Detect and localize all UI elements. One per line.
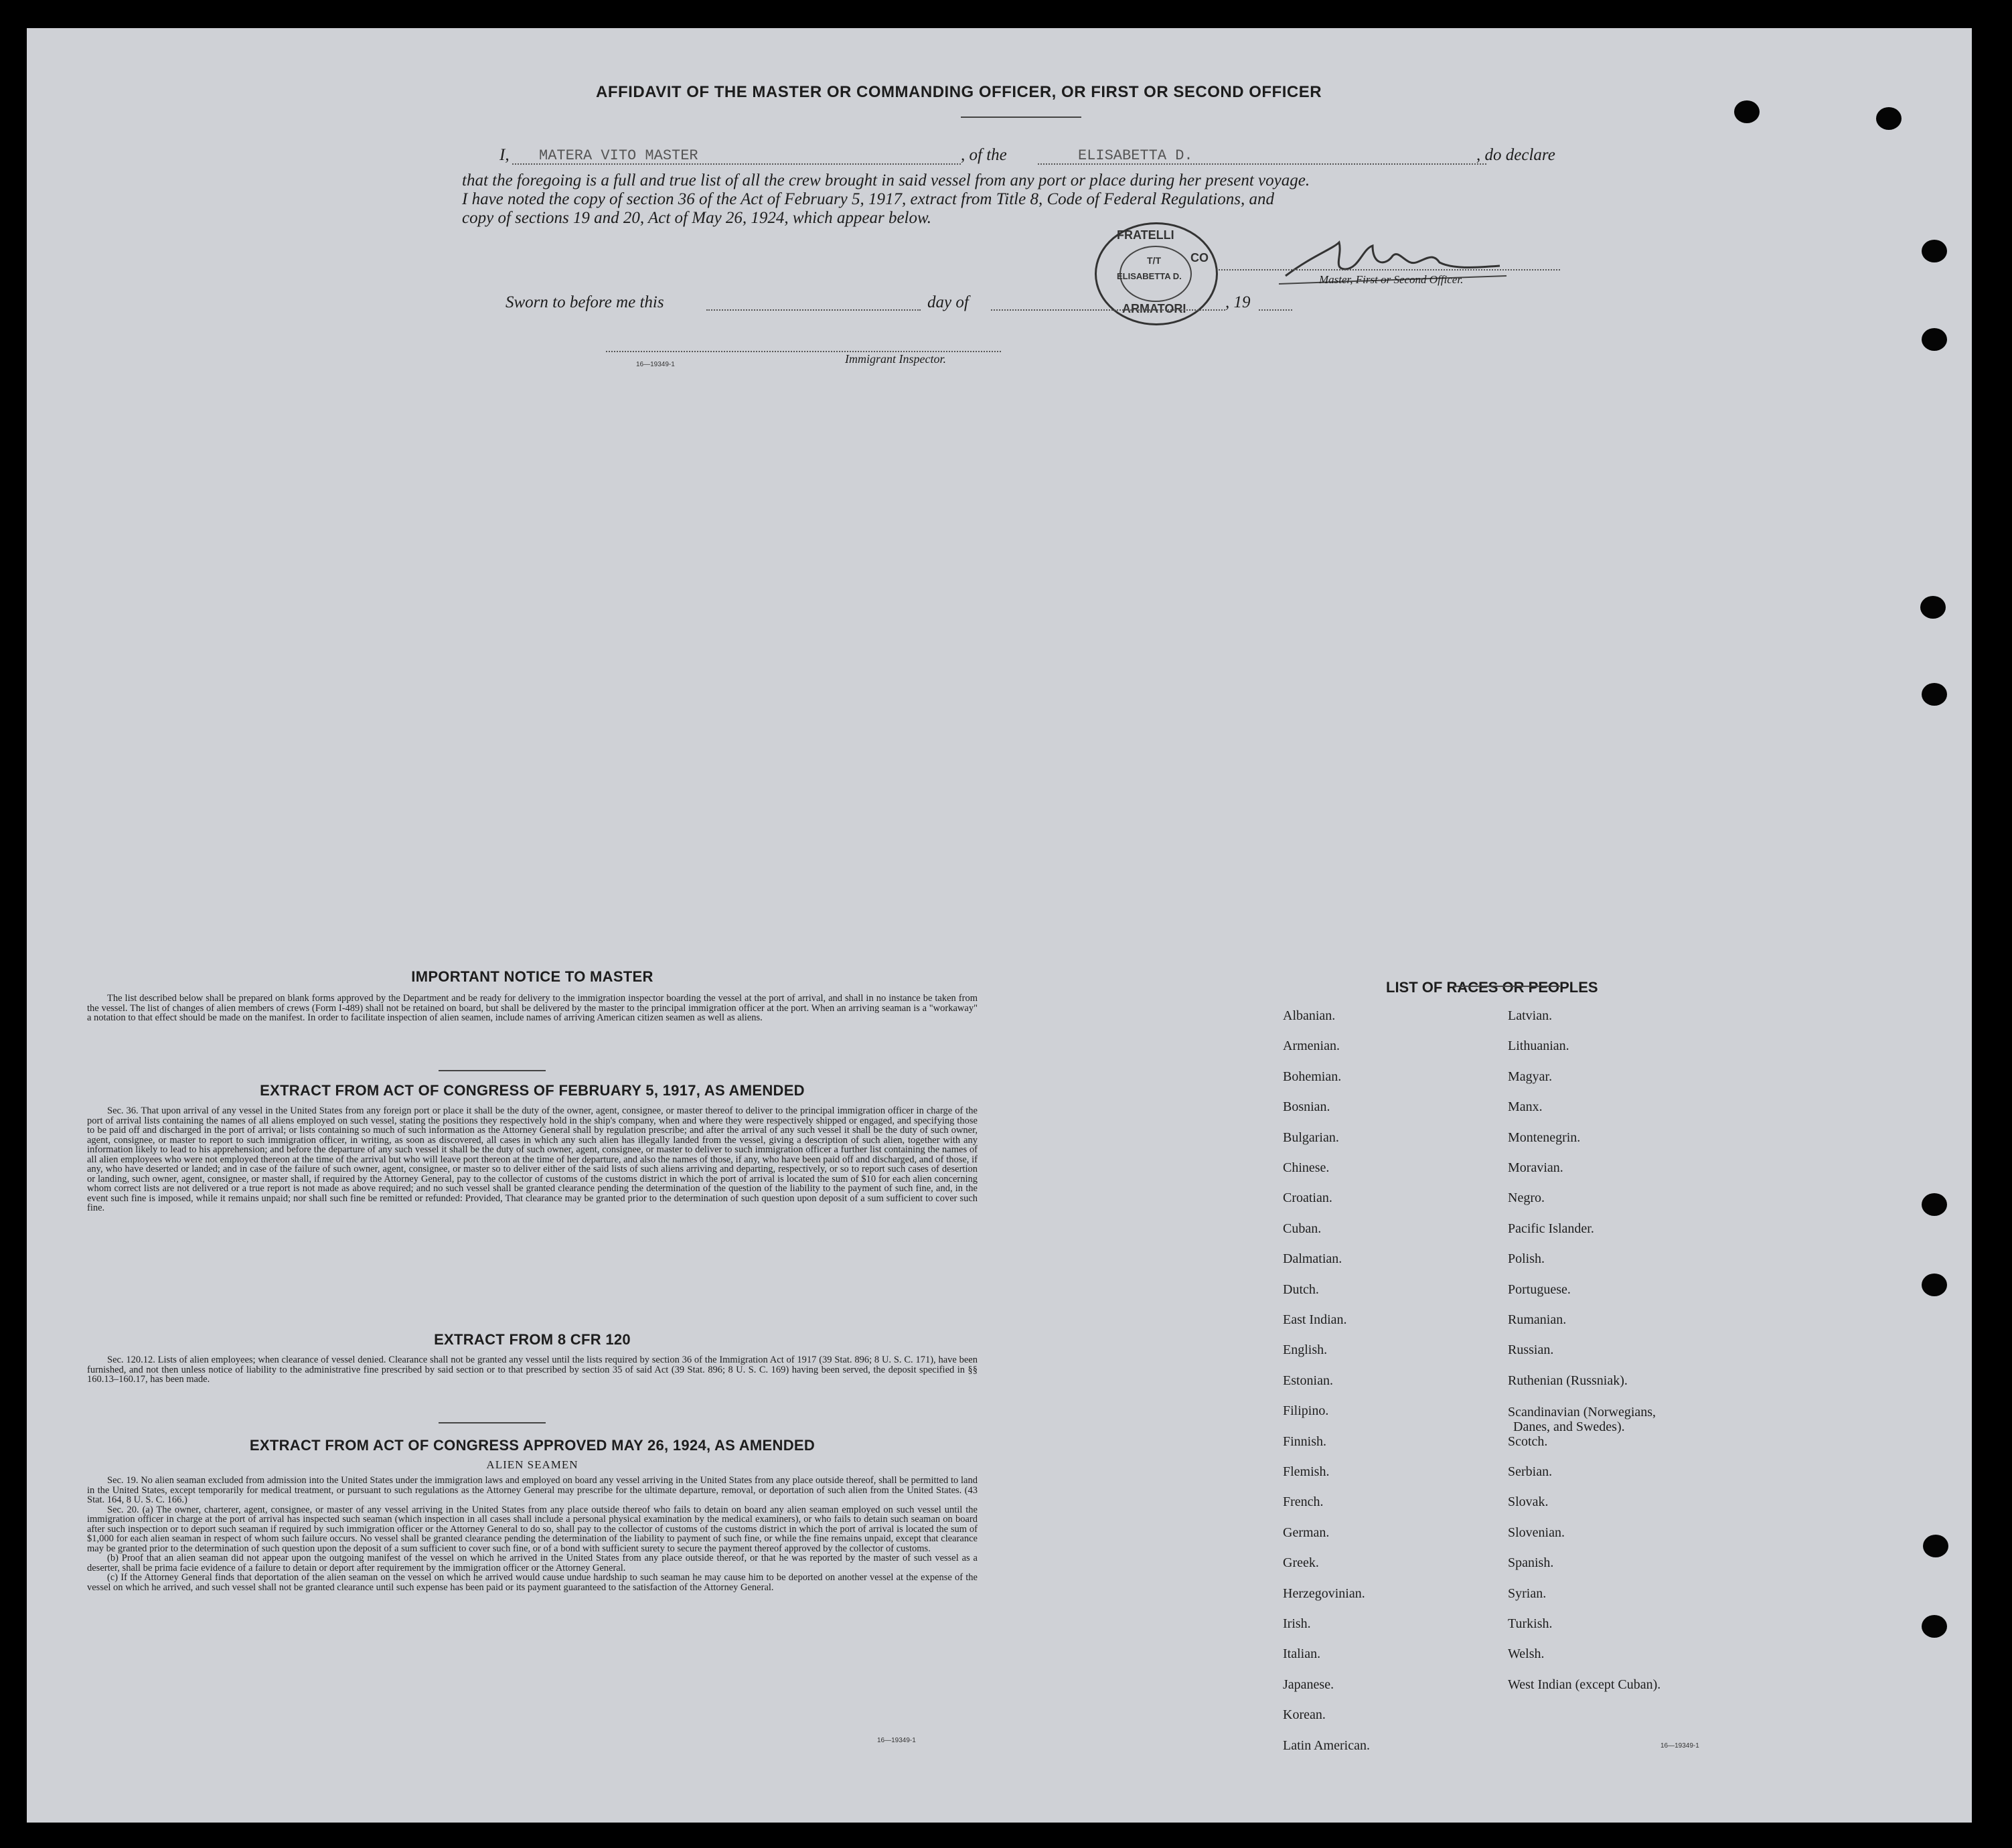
race-item: Finnish. (1283, 1434, 1327, 1449)
do-declare-text: , do declare (1476, 146, 1555, 164)
year-prefix: , 19 (1225, 293, 1251, 311)
race-item: Ruthenian (Russniak). (1508, 1373, 1628, 1388)
punch-hole (1920, 596, 1946, 619)
document-page (27, 28, 1972, 1823)
race-item: Albanian. (1283, 1008, 1336, 1023)
race-item: French. (1283, 1494, 1324, 1510)
race-item: German. (1283, 1525, 1330, 1540)
declaration-prefix: I, (499, 146, 510, 164)
extract-1917-text: Sec. 36. That upon arrival of any vessel in the United States from any foreign port or place it shall be the duty of the owner, agent, consignee, or master thereof to deliver to the principal immigration officer in charge of the port of arrival lists containing the names of all aliens employed on such vessel, stating the positions they respectively hold in the ship's company, when and where they were respectively shipped or engaged, and specifying those to be paid off and discharged in the port of arrival; or lists containing so much of such information as the Attorney General shall by regulation prescribe; and after the arrival of any such vessel it shall be the duty of such owner, agent, consignee, or master to report to such immigration officer, in writing, as soon as discovered, all cases in which any such alien has illegally landed from the vessel, giving a description of such alien, together with any information likely to lead to his apprehension; and before the departure of any such vessel it shall be the duty of such owner, agent, consignee, or master to deliver to such immigration officer a further list containing the names of all alien employees who were not employed thereon at the time of the arrival but who will leave port thereon at the time of her departure, and also the names of those, if any, who have been paid off and discharged, and of those, if any, who have deserted or landed; and in case of the failure of such owner, agent, consignee, or master so to deliver either of the said lists of such aliens arriving and departing, respectively, or so to report such cases of desertion or landing, such owner, agent, consignee, or master shall, if required by the Attorney General, pay to the collector of customs of the customs district in which the port of arrival is located the sum of $10 for each alien concerning whom correct lists are not delivered or a true report is not made as above required; and no such vessel shall be granted clearance pending the determination of the question of the liability to the payment of such fine, and, in the event such fine is imposed, while it remains unpaid; nor shall such fine be remitted or refunded: Provided, That clearance may be granted prior to the determination of such question upon deposit of a sum sufficient to cover such fine. (87, 1105, 978, 1213)
race-item: Spanish. (1508, 1555, 1554, 1571)
race-item: Flemish. (1283, 1464, 1330, 1479)
race-item: Filipino. (1283, 1403, 1329, 1419)
punch-hole (1922, 1193, 1947, 1216)
sworn-text: Sworn to before me this (506, 293, 664, 311)
master-name-field: MATERA VITO MASTER (539, 147, 698, 164)
punch-hole (1922, 328, 1947, 351)
race-item: Greek. (1283, 1555, 1319, 1571)
divider (1453, 986, 1560, 987)
year-blank (1259, 309, 1292, 311)
declaration-line-4: copy of sections 19 and 20, Act of May 26, 1924, which appear below. (462, 209, 932, 227)
race-item: Dalmatian. (1283, 1251, 1342, 1267)
race-item: Negro. (1508, 1190, 1545, 1206)
race-item: Lithuanian. (1508, 1038, 1569, 1054)
race-item: Welsh. (1508, 1646, 1545, 1662)
race-item: Herzegovinian. (1283, 1586, 1365, 1601)
notice-title: IMPORTANT NOTICE TO MASTER (411, 968, 653, 985)
race-item: Syrian. (1508, 1586, 1547, 1601)
form-number: 16—19349-1 (636, 361, 675, 368)
divider (439, 1070, 546, 1071)
race-item: Armenian. (1283, 1038, 1340, 1054)
races-title: LIST OF RACES OR PEOPLES (1386, 979, 1598, 996)
sec-20b-text: (b) Proof that an alien seaman did not appear upon the outgoing manifest of the vessel on which he arrived in the United States from any place outside thereof, or that he was reported by the master of such vessel as a deserter, shall be prima facie evidence of a failure to detain or deport after requirement by the immigration officer or the Attorney General. (87, 1553, 978, 1573)
race-item: West Indian (except Cuban). (1508, 1677, 1661, 1692)
extract-1924-title: EXTRACT FROM ACT OF CONGRESS APPROVED MAY 26, 1924, AS AMENDED (249, 1437, 816, 1454)
race-item: Korean. (1283, 1707, 1326, 1723)
race-item: Scotch. (1508, 1434, 1548, 1449)
race-item: Cuban. (1283, 1221, 1322, 1236)
day-of-text: day of (927, 293, 969, 311)
month-blank (991, 309, 1225, 311)
race-item: Scandinavian (Norwegians, (1508, 1405, 1656, 1420)
inspector-label: Immigrant Inspector. (845, 352, 946, 366)
extract-1924-section (87, 1437, 978, 1592)
stamp-bottom-text: ARMATORI (1122, 302, 1186, 315)
declaration-line-3: I have noted the copy of section 36 of the Act of February 5, 1917, extract from Title 8, Code of Federal Regulations, and (462, 190, 1274, 208)
race-item: Rumanian. (1508, 1312, 1567, 1327)
notice-text: The list described below shall be prepared on blank forms approved by the Department and be ready for delivery to the immigration inspector boarding the vessel at the port of arrival, and shall in no instance be taken from the vessel. The list of changes of alien members of crews (Form I-489) shall not be retained on board, but shall be delivered by the master to the principal immigration officer at the port. When an arriving seaman is a "workaway" a notation to that effect should be made on the manifest. In order to facilitate inspection of alien seamen, include names of arriving American citizen seamen as well as aliens. (87, 993, 978, 1023)
race-item: Serbian. (1508, 1464, 1553, 1479)
race-item: Moravian. (1508, 1160, 1563, 1175)
race-item: English. (1283, 1342, 1328, 1358)
race-item: Italian. (1283, 1646, 1321, 1662)
race-item: Latvian. (1508, 1008, 1553, 1023)
declaration-line-1 (462, 146, 1573, 166)
declaration-line-2: that the foregoing is a full and true list of all the crew brought in said vessel from any port or place during her present voyage. (462, 171, 1310, 189)
divider (439, 1422, 546, 1423)
race-item: Russian. (1508, 1342, 1554, 1358)
race-item: Japanese. (1283, 1677, 1334, 1692)
divider (961, 117, 1081, 118)
punch-hole (1923, 1535, 1948, 1557)
race-item: Danes, and Swedes). (1513, 1419, 1625, 1435)
race-item: Irish. (1283, 1616, 1311, 1631)
extract-cfr-section (87, 1331, 978, 1385)
race-item: Pacific Islander. (1508, 1221, 1594, 1236)
punch-hole (1922, 683, 1947, 706)
race-item: Montenegrin. (1508, 1130, 1581, 1145)
punch-hole (1876, 107, 1902, 130)
sec-20c-text: (c) If the Attorney General finds that deportation of the alien seaman on the vessel on which he arrived would cause undue hardship to such seaman he may cause him to be deported on another vessel at the expense of the vessel on which he arrived, and such vessel shall not be granted clearance until such expense has been paid or its payment guaranteed to the satisfaction of the Attorney General. (87, 1572, 978, 1593)
race-item: Estonian. (1283, 1373, 1333, 1388)
stamp-mark: T/T (1147, 255, 1161, 266)
form-number: 16—19349-1 (1660, 1742, 1699, 1750)
extract-cfr-text: Sec. 120.12. Lists of alien employees; when clearance of vessel denied. Clearance shall not be granted any vessel until the lists required by section 36 of the Immigration Act of 1917 (39 Stat. 896; 8 U. S. C. 171), have been furnished, and not then unless notice of liability to the administrative fine prescribed by said section or to that prescribed by section 35 of said Act (39 Stat. 896; 8 U. S. C. 169) having been served, the deposit specified in §§ 160.13–160.17, has been made. (87, 1355, 978, 1385)
signature-label: Master, First or Second Officer. (1319, 273, 1464, 286)
blank-line (1038, 163, 1486, 165)
affidavit-title: AFFIDAVIT OF THE MASTER OR COMMANDING OFFICER, OR FIRST OR SECOND OFFICER (596, 83, 1322, 101)
race-item: Bulgarian. (1283, 1130, 1339, 1145)
race-item: Portuguese. (1508, 1282, 1571, 1297)
stamp-right-text: CO (1190, 251, 1209, 264)
sec-20a-text: Sec. 20. (a) The owner, charterer, agent, consignee, or master of any vessel arriving in the United States from any place outside thereof who fails to detain on board any alien seaman employed on such vessel until the immigration officer in charge at the port of arrival has inspected such seaman (which inspection in all cases shall include a personal physical examination by the medical examiners), or who fails to detain such seaman on board after such inspection or to deport such seaman if required by such immigration officer or the Attorney General to do so, shall pay to the collector of customs of the customs district in which the port of arrival is located the sum of $1,000 for each alien seaman in respect of whom such failure occurs. No vessel shall be granted clearance pending the determination of the liability to payment of such fine, or while the fine remains unpaid, except that clearance may be granted prior to the determination of such question upon the deposit of a sum sufficient to cover such fine, or of a bond with sufficient surety to secure the payment thereof approved by the collector of customs. (87, 1504, 978, 1554)
important-notice-section (87, 968, 978, 1023)
extract-1917-title: EXTRACT FROM ACT OF CONGRESS OF FEBRUARY 5, 1917, AS AMENDED (260, 1082, 805, 1099)
sec-19-text: Sec. 19. No alien seaman excluded from admission into the United States under the immigration laws and employed on board any vessel arriving in the United States from any place outside thereof, shall be permitted to land in the United States, except temporarily for medical treatment, or pursuant to such regulations as the Attorney General may prescribe for the ultimate departure, removal, or deportation of such alien from the United States. (43 Stat. 164, 8 U. S. C. 166.) (87, 1475, 978, 1505)
race-item: Magyar. (1508, 1069, 1553, 1084)
extract-1924-subtitle: ALIEN SEAMEN (486, 1458, 578, 1471)
blank-line (512, 163, 961, 165)
day-blank (706, 309, 921, 311)
stamp-top-text: FRATELLI (1117, 228, 1174, 242)
vessel-name-field: ELISABETTA D. (1078, 147, 1193, 164)
signature-line (1219, 269, 1560, 271)
race-item: Turkish. (1508, 1616, 1553, 1631)
race-item: East Indian. (1283, 1312, 1347, 1327)
punch-hole (1922, 240, 1947, 262)
race-item: Polish. (1508, 1251, 1545, 1267)
race-item: Manx. (1508, 1099, 1543, 1115)
race-item: Latin American. (1283, 1738, 1370, 1753)
punch-hole (1734, 100, 1760, 123)
stamp-center-text: ELISABETTA D. (1117, 271, 1182, 281)
race-item: Dutch. (1283, 1282, 1319, 1297)
race-item: Slovenian. (1508, 1525, 1565, 1540)
punch-hole (1922, 1274, 1947, 1296)
race-item: Slovak. (1508, 1494, 1549, 1510)
race-item: Bosnian. (1283, 1099, 1330, 1115)
of-the-text: , of the (961, 146, 1007, 164)
form-number: 16—19349-1 (877, 1737, 916, 1744)
extract-cfr-title: EXTRACT FROM 8 CFR 120 (434, 1331, 631, 1348)
punch-hole (1922, 1615, 1947, 1638)
extract-1917-section (87, 1082, 978, 1213)
race-item: Croatian. (1283, 1190, 1332, 1206)
race-item: Bohemian. (1283, 1069, 1342, 1084)
race-item: Chinese. (1283, 1160, 1330, 1175)
